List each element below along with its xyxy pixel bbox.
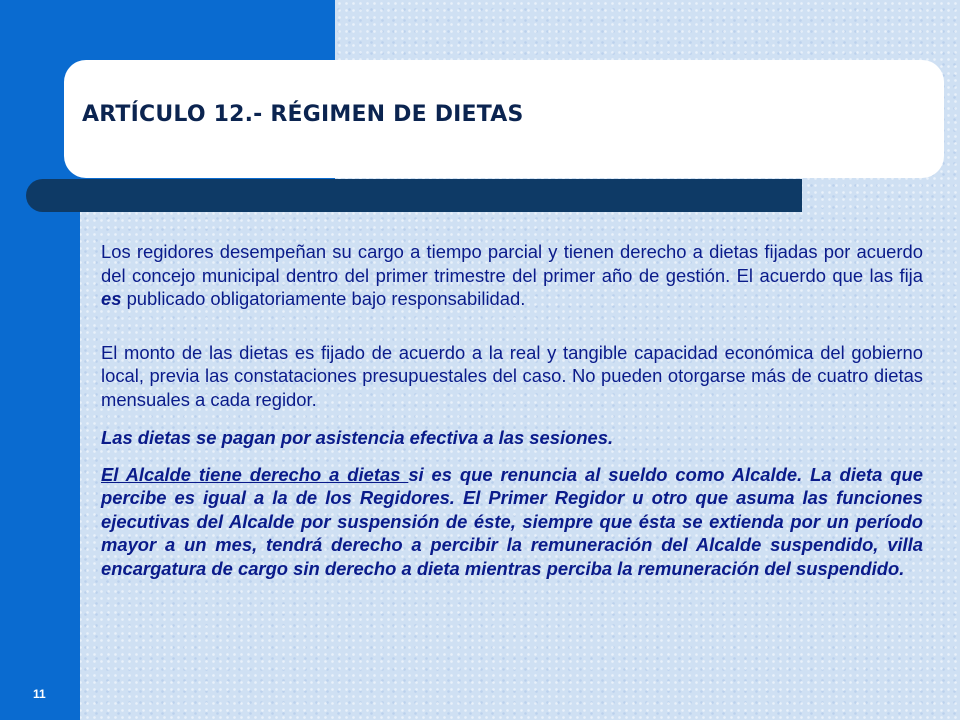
slide-title: ARTÍCULO 12.- RÉGIMEN DE DIETAS [82, 102, 524, 127]
paragraph-1-text-a: Los regidores desempeñan su cargo a tiempo parcial y tienen derecho a dietas fijadas por acuerdo del concejo municipal dentro del primer trimestre del primer año de gestión. El acuerdo que las fija [101, 241, 923, 286]
paragraph-4-underlined: El Alcalde tiene derecho a dietas [101, 463, 409, 485]
page-number: 11 [33, 687, 46, 701]
paragraph-3: Las dietas se pagan por asistencia efectiva a las sesiones. [101, 427, 614, 448]
paragraph-1 [101, 240, 923, 311]
slide-content [101, 240, 923, 580]
title-underline-bar [26, 179, 802, 212]
paragraph-4 [101, 463, 923, 581]
paragraph-4-rest: si es que renuncia al sueldo como Alcalde. La dieta que percibe es igual a la de los Regidores. El Primer Regidor u otro que asuma las funciones ejecutivas del Alcalde por suspensión de éste, siempre que ésta se extienda por un período mayor a un mes, tendrá derecho a percibir la remuneración del Alcalde suspendido, villa encargatura de cargo sin derecho a dieta mientras perciba la remuneración del suspendido. [101, 463, 923, 579]
paragraph-1-text-b: publicado obligatoriamente bajo responsabilidad. [121, 288, 526, 309]
paragraph-2: El monto de las dietas es fijado de acuerdo a la real y tangible capacidad económica del gobierno local, previa las constataciones presupuestales del caso. No pueden otorgarse más de cuatro dietas mensuales a cada regidor. [101, 341, 923, 410]
paragraph-1-emphasis: es [101, 288, 122, 309]
